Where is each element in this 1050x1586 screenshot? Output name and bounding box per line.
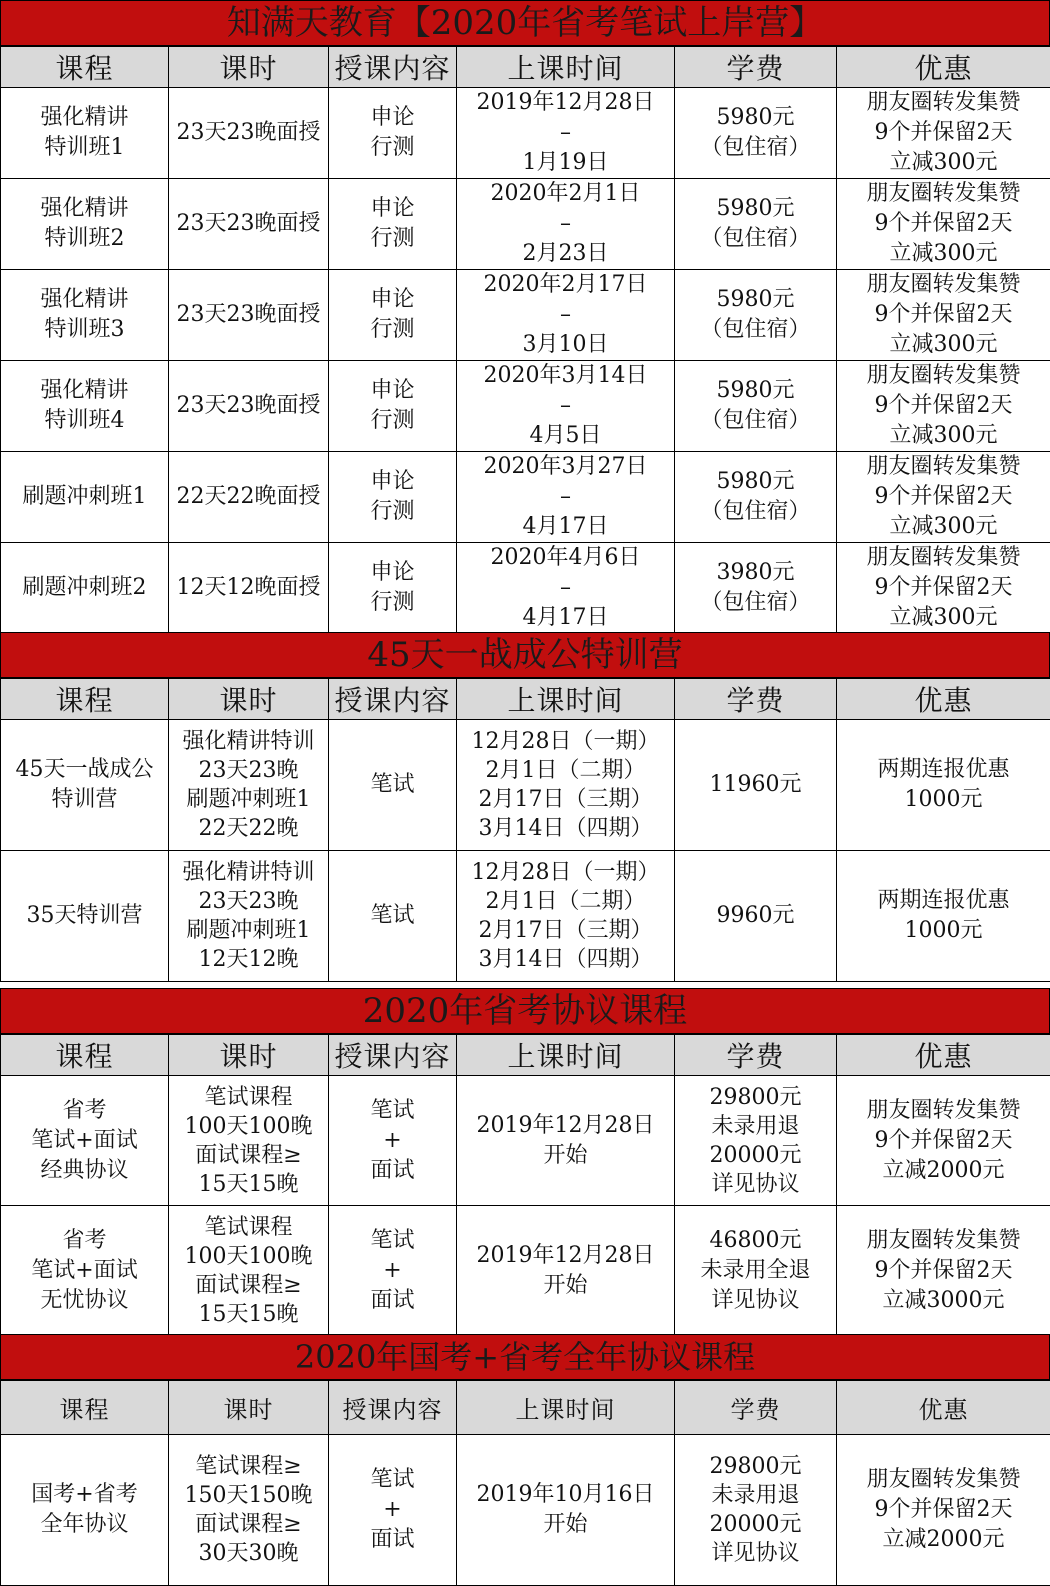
cell-text: 20000元 xyxy=(675,1510,836,1539)
cell-text: 9个并保留2天 xyxy=(837,391,1050,421)
cell-hours xyxy=(169,88,329,179)
cell-text: 两期连报优惠 xyxy=(837,755,1050,785)
cell-text: 笔试课程 xyxy=(169,1213,328,1242)
column-header-hours: 课时 xyxy=(169,47,329,88)
cell-course xyxy=(1,452,169,543)
column-header-course: 课程 xyxy=(1,47,169,88)
cell-discount xyxy=(837,179,1050,270)
column-header-schedule: 上课时间 xyxy=(457,47,675,88)
cell-text: 无忧协议 xyxy=(1,1286,168,1316)
cell-text: 行测 xyxy=(329,315,456,345)
cell-text: 笔试 xyxy=(329,770,456,800)
cell-fee xyxy=(675,179,837,270)
cell-text: 150天150晚 xyxy=(169,1481,328,1510)
cell-text: 详见协议 xyxy=(675,1170,836,1199)
column-header-fee: 学费 xyxy=(675,47,837,88)
column-header-discount: 优惠 xyxy=(837,47,1050,88)
cell-text: 3月14日（四期） xyxy=(457,945,674,974)
cell-course xyxy=(1,1076,169,1206)
cell-text: – xyxy=(457,573,674,603)
cell-text: 强化精讲 xyxy=(1,103,168,133)
column-header-content: 授课内容 xyxy=(329,1035,457,1076)
cell-text: 100天100晚 xyxy=(169,1242,328,1271)
cell-text: 2020年2月1日 xyxy=(457,179,674,209)
column-header-fee: 学费 xyxy=(675,679,837,720)
cell-text: 省考 xyxy=(1,1096,168,1126)
cell-hours xyxy=(169,270,329,361)
cell-hours xyxy=(169,1206,329,1336)
cell-text: 11960元 xyxy=(675,770,836,800)
section-4 xyxy=(0,1334,1050,1586)
cell-text: 22天22晚 xyxy=(169,814,328,843)
price-table xyxy=(0,46,1050,634)
cell-hours xyxy=(169,361,329,452)
cell-text: 立减300元 xyxy=(837,330,1050,360)
cell-content xyxy=(329,1076,457,1206)
cell-text: 强化精讲特训 xyxy=(169,858,328,887)
cell-text: 9个并保留2天 xyxy=(837,1495,1050,1525)
cell-text: 9个并保留2天 xyxy=(837,300,1050,330)
cell-text: 4月17日 xyxy=(457,512,674,542)
cell-discount xyxy=(837,851,1050,982)
cell-text: 立减2000元 xyxy=(837,1525,1050,1555)
cell-text: – xyxy=(457,209,674,239)
column-header-content: 授课内容 xyxy=(329,47,457,88)
cell-content xyxy=(329,88,457,179)
table-row xyxy=(1,361,1050,452)
cell-text: 2月17日（三期） xyxy=(457,785,674,814)
cell-text: 笔试 xyxy=(329,1465,456,1495)
cell-fee xyxy=(675,720,837,851)
cell-text: 朋友圈转发集赞 xyxy=(837,1226,1050,1256)
cell-text: 面试 xyxy=(329,1156,456,1186)
cell-text: 行测 xyxy=(329,224,456,254)
cell-text: 2019年12月28日 xyxy=(457,88,674,118)
price-table xyxy=(0,1380,1050,1586)
cell-schedule xyxy=(457,720,675,851)
cell-course xyxy=(1,88,169,179)
cell-text: + xyxy=(329,1495,456,1525)
cell-text: （包住宿） xyxy=(675,315,836,345)
cell-schedule xyxy=(457,1206,675,1336)
cell-text: 9个并保留2天 xyxy=(837,573,1050,603)
column-header-content: 授课内容 xyxy=(329,1381,457,1435)
table-row xyxy=(1,1076,1050,1206)
column-header-discount: 优惠 xyxy=(837,1035,1050,1076)
cell-text: 2月1日（二期） xyxy=(457,756,674,785)
cell-fee xyxy=(675,1435,837,1586)
column-header-schedule: 上课时间 xyxy=(457,1035,675,1076)
cell-hours xyxy=(169,851,329,982)
section-2 xyxy=(0,632,1050,982)
cell-text: 23天23晚面授 xyxy=(169,209,328,239)
table-row xyxy=(1,1206,1050,1336)
cell-text: 9960元 xyxy=(675,901,836,931)
cell-content xyxy=(329,179,457,270)
cell-content xyxy=(329,543,457,634)
column-header-schedule: 上课时间 xyxy=(457,679,675,720)
cell-course xyxy=(1,543,169,634)
cell-text: 开始 xyxy=(457,1271,674,1301)
cell-text: 申论 xyxy=(329,558,456,588)
cell-discount xyxy=(837,1206,1050,1336)
cell-text: 笔试+面试 xyxy=(1,1256,168,1286)
column-header-course: 课程 xyxy=(1,679,169,720)
cell-fee xyxy=(675,452,837,543)
cell-text: 9个并保留2天 xyxy=(837,1126,1050,1156)
cell-text: 朋友圈转发集赞 xyxy=(837,361,1050,391)
cell-text: 3月14日（四期） xyxy=(457,814,674,843)
cell-text: 45天一战成公 xyxy=(1,755,168,785)
cell-content xyxy=(329,1206,457,1336)
cell-fee xyxy=(675,270,837,361)
cell-text: 12天12晚 xyxy=(169,945,328,974)
column-header-discount: 优惠 xyxy=(837,1381,1050,1435)
column-header-fee: 学费 xyxy=(675,1381,837,1435)
cell-text: 4月17日 xyxy=(457,603,674,633)
cell-text: 面试 xyxy=(329,1525,456,1555)
section-title: 45天一战成公特训营 xyxy=(0,632,1050,678)
cell-text: 行测 xyxy=(329,406,456,436)
cell-hours xyxy=(169,720,329,851)
cell-text: – xyxy=(457,391,674,421)
cell-text: 强化精讲 xyxy=(1,194,168,224)
cell-text: 23天23晚面授 xyxy=(169,118,328,148)
cell-text: 29800元 xyxy=(675,1083,836,1112)
cell-text: 特训班4 xyxy=(1,406,168,436)
section-title: 2020年国考+省考全年协议课程 xyxy=(0,1334,1050,1380)
cell-text: 面试课程≥ xyxy=(169,1271,328,1300)
cell-text: 朋友圈转发集赞 xyxy=(837,543,1050,573)
cell-text: 特训营 xyxy=(1,785,168,815)
cell-text: 立减300元 xyxy=(837,603,1050,633)
cell-text: 立减3000元 xyxy=(837,1286,1050,1316)
cell-text: 笔试 xyxy=(329,1096,456,1126)
cell-text: 立减2000元 xyxy=(837,1156,1050,1186)
cell-text: 23天23晚面授 xyxy=(169,391,328,421)
cell-text: 15天15晚 xyxy=(169,1170,328,1199)
cell-text: 5980元 xyxy=(675,376,836,406)
cell-text: 2019年10月16日 xyxy=(457,1480,674,1510)
column-header-hours: 课时 xyxy=(169,1035,329,1076)
cell-text: 2月23日 xyxy=(457,239,674,269)
cell-course xyxy=(1,270,169,361)
cell-course xyxy=(1,1206,169,1336)
cell-text: 详见协议 xyxy=(675,1539,836,1568)
cell-text: 强化精讲特训 xyxy=(169,727,328,756)
cell-fee xyxy=(675,1206,837,1336)
cell-text: 46800元 xyxy=(675,1226,836,1256)
cell-text: 30天30晚 xyxy=(169,1539,328,1568)
cell-hours xyxy=(169,1435,329,1586)
cell-schedule xyxy=(457,1076,675,1206)
table-row xyxy=(1,179,1050,270)
cell-text: 刷题冲刺班1 xyxy=(1,482,168,512)
cell-discount xyxy=(837,720,1050,851)
cell-text: （包住宿） xyxy=(675,406,836,436)
table-row xyxy=(1,1435,1050,1586)
cell-schedule xyxy=(457,543,675,634)
cell-text: 12月28日（一期） xyxy=(457,727,674,756)
section-title: 2020年省考协议课程 xyxy=(0,988,1050,1034)
cell-text: 9个并保留2天 xyxy=(837,209,1050,239)
cell-text: – xyxy=(457,300,674,330)
cell-text: （包住宿） xyxy=(675,497,836,527)
column-header-course: 课程 xyxy=(1,1381,169,1435)
cell-text: 面试 xyxy=(329,1286,456,1316)
cell-text: 2020年2月17日 xyxy=(457,270,674,300)
cell-text: + xyxy=(329,1126,456,1156)
cell-text: （包住宿） xyxy=(675,224,836,254)
cell-text: 笔试+面试 xyxy=(1,1126,168,1156)
cell-text: 详见协议 xyxy=(675,1286,836,1316)
cell-discount xyxy=(837,361,1050,452)
cell-text: 2020年3月27日 xyxy=(457,452,674,482)
cell-text: 面试课程≥ xyxy=(169,1510,328,1539)
cell-course xyxy=(1,1435,169,1586)
cell-text: 2019年12月28日 xyxy=(457,1241,674,1271)
cell-schedule xyxy=(457,270,675,361)
cell-schedule xyxy=(457,1435,675,1586)
cell-text: 12月28日（一期） xyxy=(457,858,674,887)
cell-text: 29800元 xyxy=(675,1452,836,1481)
table-row xyxy=(1,720,1050,851)
cell-content xyxy=(329,361,457,452)
cell-text: 朋友圈转发集赞 xyxy=(837,88,1050,118)
cell-text: 申论 xyxy=(329,103,456,133)
cell-text: 100天100晚 xyxy=(169,1112,328,1141)
cell-text: 特训班2 xyxy=(1,224,168,254)
cell-text: 1000元 xyxy=(837,916,1050,946)
cell-text: 朋友圈转发集赞 xyxy=(837,270,1050,300)
cell-text: 3月10日 xyxy=(457,330,674,360)
cell-text: 5980元 xyxy=(675,285,836,315)
cell-text: 申论 xyxy=(329,467,456,497)
cell-text: 23天23晚 xyxy=(169,756,328,785)
cell-text: 刷题冲刺班1 xyxy=(169,916,328,945)
price-table xyxy=(0,678,1050,982)
cell-text: – xyxy=(457,482,674,512)
cell-text: + xyxy=(329,1256,456,1286)
cell-text: 23天23晚 xyxy=(169,887,328,916)
cell-course xyxy=(1,179,169,270)
cell-text: 22天22晚面授 xyxy=(169,482,328,512)
cell-hours xyxy=(169,452,329,543)
section-3 xyxy=(0,988,1050,1336)
cell-content xyxy=(329,720,457,851)
cell-text: 笔试课程≥ xyxy=(169,1452,328,1481)
cell-fee xyxy=(675,361,837,452)
cell-text: 2月1日（二期） xyxy=(457,887,674,916)
cell-text: 5980元 xyxy=(675,467,836,497)
table-row xyxy=(1,543,1050,634)
cell-text: 强化精讲 xyxy=(1,376,168,406)
cell-text: 全年协议 xyxy=(1,1510,168,1540)
cell-hours xyxy=(169,1076,329,1206)
cell-text: 申论 xyxy=(329,194,456,224)
cell-content xyxy=(329,270,457,361)
cell-fee xyxy=(675,543,837,634)
column-header-course: 课程 xyxy=(1,1035,169,1076)
cell-text: 两期连报优惠 xyxy=(837,886,1050,916)
cell-text: 开始 xyxy=(457,1510,674,1540)
cell-text: 35天特训营 xyxy=(1,901,168,931)
cell-text: 9个并保留2天 xyxy=(837,482,1050,512)
cell-hours xyxy=(169,179,329,270)
cell-schedule xyxy=(457,88,675,179)
cell-course xyxy=(1,361,169,452)
cell-text: 开始 xyxy=(457,1141,674,1171)
cell-text: 立减300元 xyxy=(837,239,1050,269)
cell-discount xyxy=(837,270,1050,361)
table-row xyxy=(1,88,1050,179)
column-header-discount: 优惠 xyxy=(837,679,1050,720)
section-title: 知满天教育【2020年省考笔试上岸营】 xyxy=(0,0,1050,46)
cell-text: 未录用退 xyxy=(675,1481,836,1510)
cell-text: 朋友圈转发集赞 xyxy=(837,1465,1050,1495)
cell-text: 12天12晚面授 xyxy=(169,573,328,603)
cell-text: 省考 xyxy=(1,1226,168,1256)
cell-discount xyxy=(837,1435,1050,1586)
cell-text: 朋友圈转发集赞 xyxy=(837,1096,1050,1126)
cell-text: 行测 xyxy=(329,497,456,527)
header-row xyxy=(1,679,1050,720)
cell-text: 申论 xyxy=(329,285,456,315)
cell-text: 9个并保留2天 xyxy=(837,1256,1050,1286)
table-row xyxy=(1,452,1050,543)
cell-text: 5980元 xyxy=(675,103,836,133)
column-header-hours: 课时 xyxy=(169,679,329,720)
cell-fee xyxy=(675,851,837,982)
cell-text: 2月17日（三期） xyxy=(457,916,674,945)
cell-text: 2020年3月14日 xyxy=(457,361,674,391)
cell-text: 2020年4月6日 xyxy=(457,543,674,573)
cell-text: 行测 xyxy=(329,588,456,618)
price-table xyxy=(0,1034,1050,1336)
cell-discount xyxy=(837,452,1050,543)
cell-text: （包住宿） xyxy=(675,588,836,618)
table-row xyxy=(1,270,1050,361)
cell-text: 1000元 xyxy=(837,785,1050,815)
section-1 xyxy=(0,0,1050,634)
column-header-fee: 学费 xyxy=(675,1035,837,1076)
cell-fee xyxy=(675,1076,837,1206)
cell-text: 特训班1 xyxy=(1,133,168,163)
cell-text: 未录用退 xyxy=(675,1112,836,1141)
cell-text: 行测 xyxy=(329,133,456,163)
cell-hours xyxy=(169,543,329,634)
column-header-content: 授课内容 xyxy=(329,679,457,720)
cell-text: 笔试课程 xyxy=(169,1083,328,1112)
cell-fee xyxy=(675,88,837,179)
cell-text: 朋友圈转发集赞 xyxy=(837,179,1050,209)
cell-text: 15天15晚 xyxy=(169,1300,328,1329)
cell-text: 朋友圈转发集赞 xyxy=(837,452,1050,482)
cell-text: 23天23晚面授 xyxy=(169,300,328,330)
cell-content xyxy=(329,452,457,543)
cell-text: 未录用全退 xyxy=(675,1256,836,1286)
cell-text: 5980元 xyxy=(675,194,836,224)
cell-text: 面试课程≥ xyxy=(169,1141,328,1170)
cell-text: 申论 xyxy=(329,376,456,406)
cell-schedule xyxy=(457,851,675,982)
cell-text: 国考+省考 xyxy=(1,1480,168,1510)
cell-text: 特训班3 xyxy=(1,315,168,345)
cell-text: 立减300元 xyxy=(837,421,1050,451)
header-row xyxy=(1,1035,1050,1076)
cell-text: 刷题冲刺班2 xyxy=(1,573,168,603)
cell-text: 2019年12月28日 xyxy=(457,1111,674,1141)
cell-text: 9个并保留2天 xyxy=(837,118,1050,148)
cell-text: 强化精讲 xyxy=(1,285,168,315)
cell-text: 20000元 xyxy=(675,1141,836,1170)
cell-discount xyxy=(837,1076,1050,1206)
cell-course xyxy=(1,720,169,851)
cell-text: 立减300元 xyxy=(837,512,1050,542)
cell-discount xyxy=(837,88,1050,179)
cell-discount xyxy=(837,543,1050,634)
cell-content xyxy=(329,851,457,982)
cell-text: 经典协议 xyxy=(1,1156,168,1186)
cell-schedule xyxy=(457,452,675,543)
cell-text: 4月5日 xyxy=(457,421,674,451)
cell-course xyxy=(1,851,169,982)
cell-text: 1月19日 xyxy=(457,148,674,178)
cell-content xyxy=(329,1435,457,1586)
cell-text: 3980元 xyxy=(675,558,836,588)
cell-text: – xyxy=(457,118,674,148)
cell-schedule xyxy=(457,179,675,270)
cell-schedule xyxy=(457,361,675,452)
column-header-hours: 课时 xyxy=(169,1381,329,1435)
cell-text: 刷题冲刺班1 xyxy=(169,785,328,814)
header-row xyxy=(1,1381,1050,1435)
column-header-schedule: 上课时间 xyxy=(457,1381,675,1435)
table-row xyxy=(1,851,1050,982)
header-row xyxy=(1,47,1050,88)
cell-text: 笔试 xyxy=(329,901,456,931)
cell-text: （包住宿） xyxy=(675,133,836,163)
cell-text: 笔试 xyxy=(329,1226,456,1256)
cell-text: 立减300元 xyxy=(837,148,1050,178)
